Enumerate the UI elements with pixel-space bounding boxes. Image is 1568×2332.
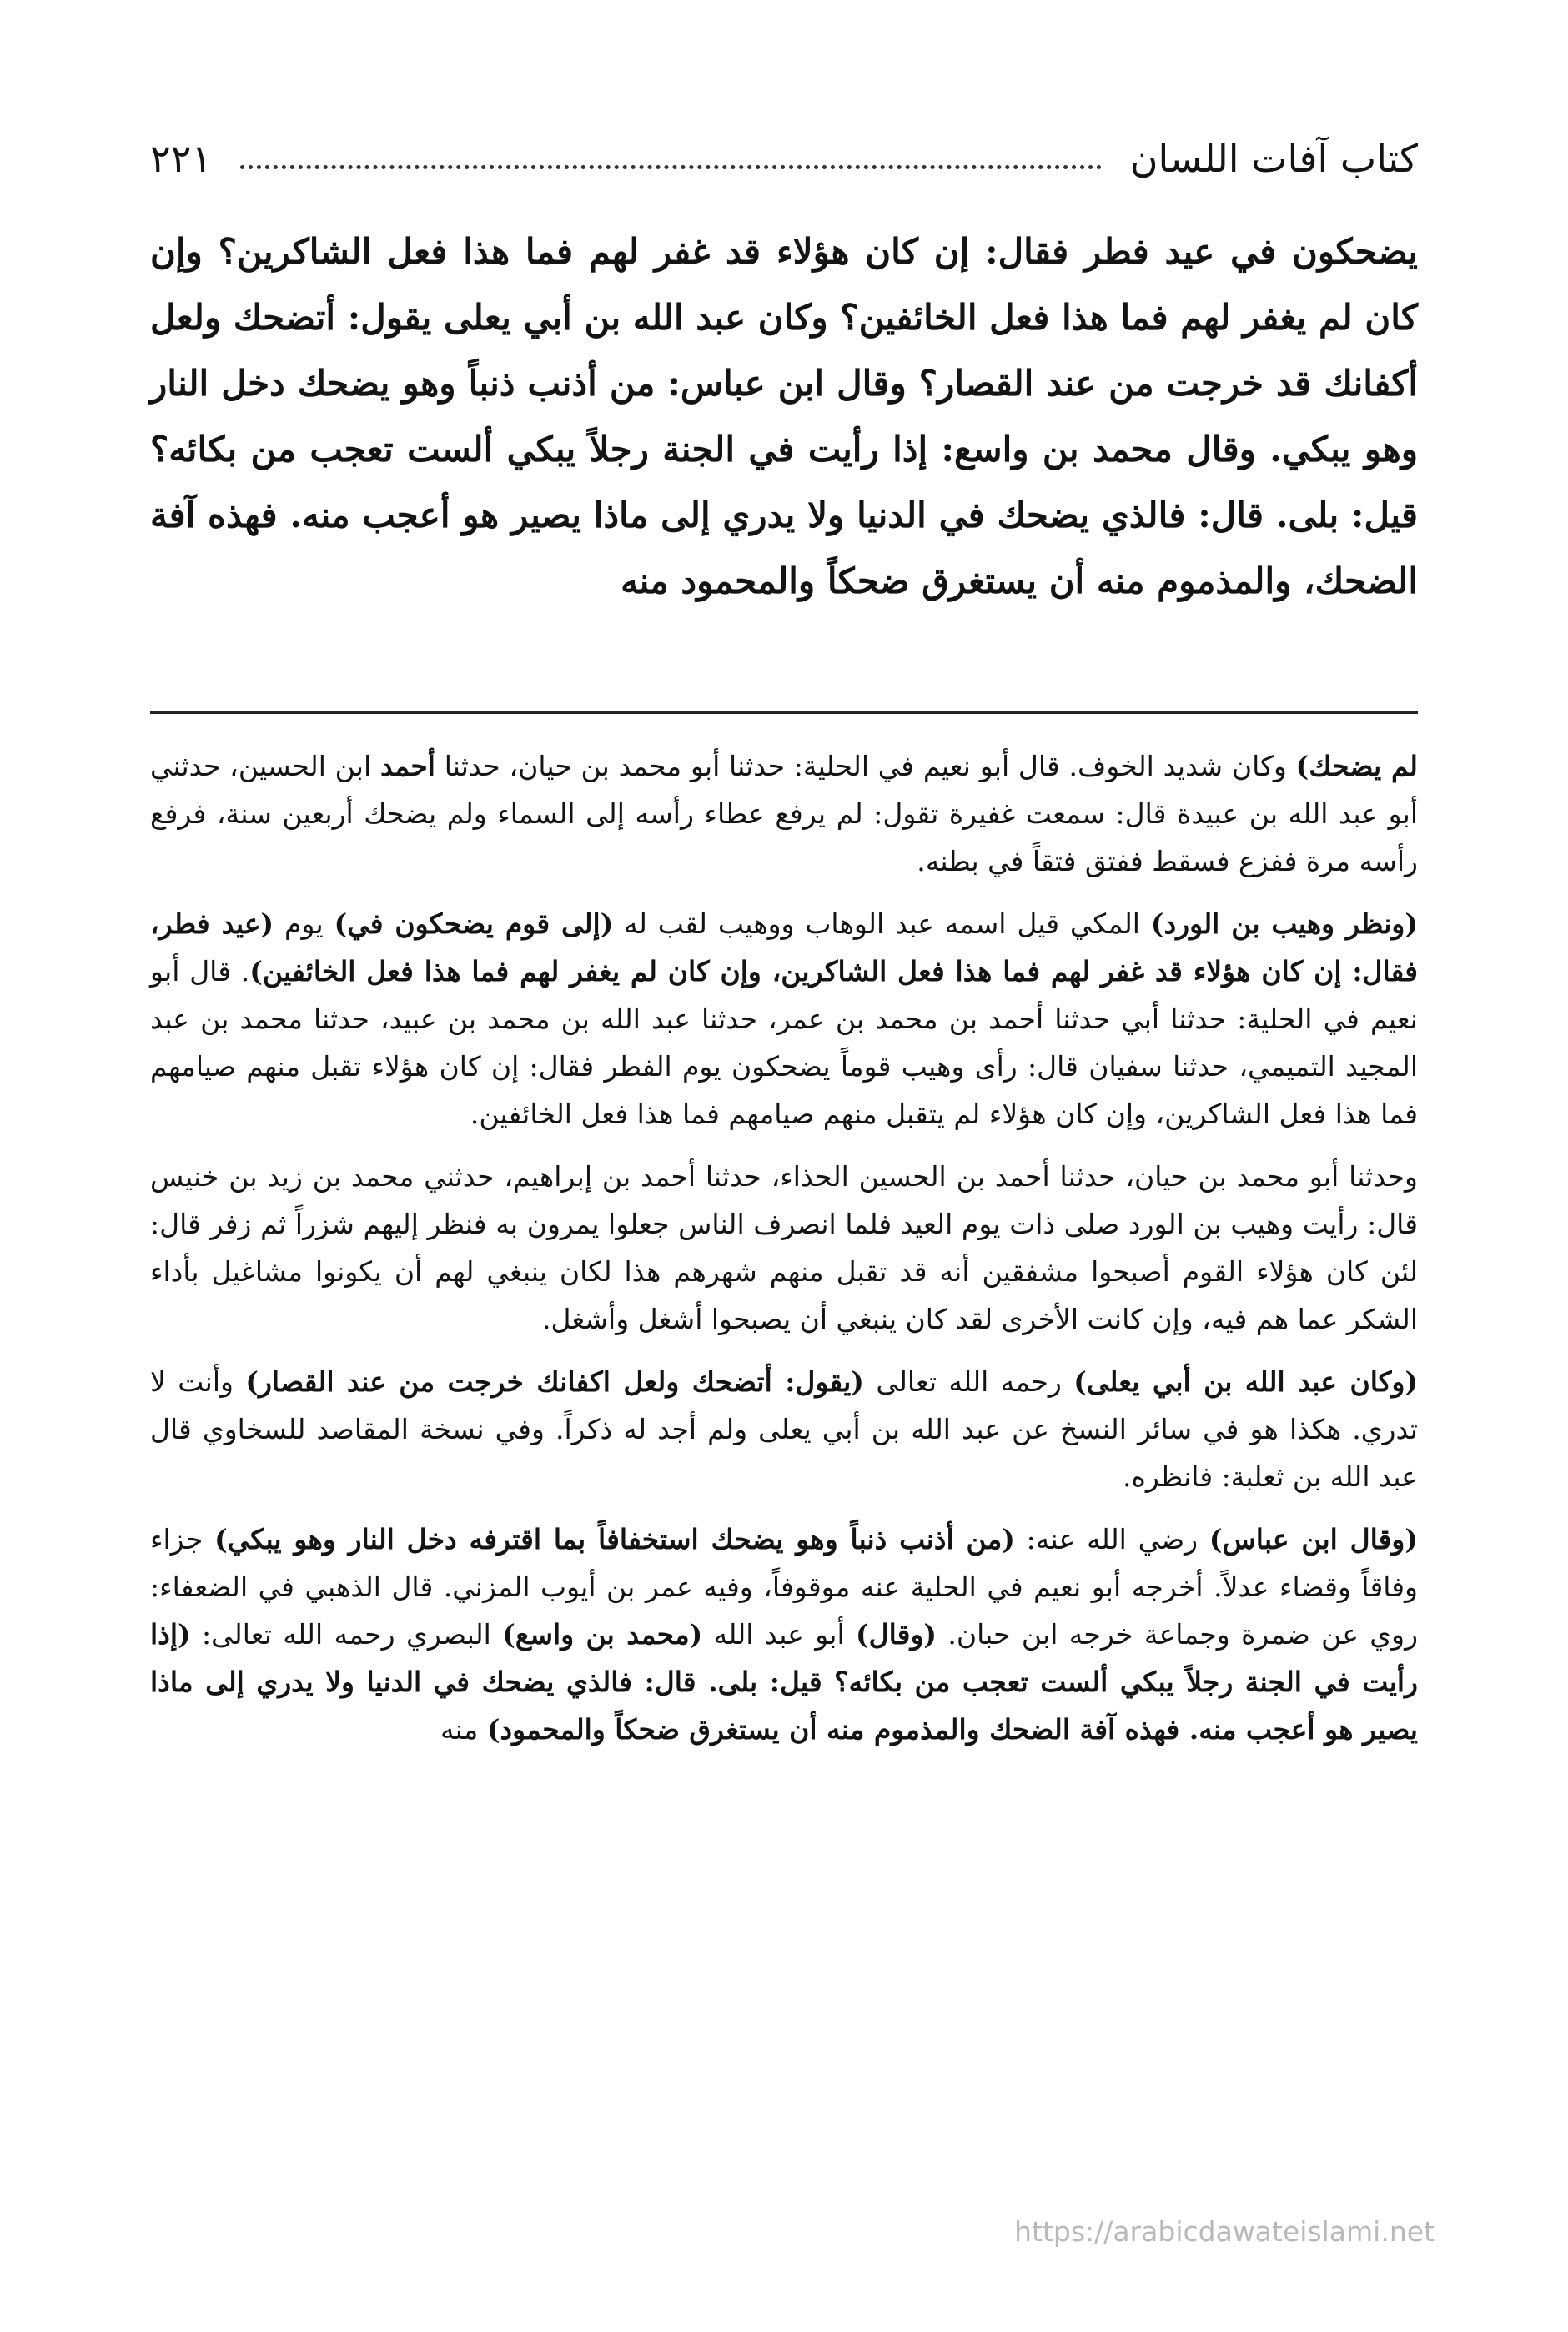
watermark: https://arabicdawateislami.net (1014, 2215, 1435, 2248)
commentary-text: يوم (274, 907, 334, 940)
commentary-paragraph (150, 1153, 1418, 1343)
commentary-quoted-text: (وقال ابن عباس) (1209, 1523, 1418, 1556)
commentary-paragraph (150, 742, 1418, 885)
commentary-quoted-text: (عيد فطر، فقال: إن كان هؤلاء قد غفر لهم فما هذا فعل الشاكرين، وإن كان لم يغفر لهم فما هذا فعل الخائفين) (150, 907, 1418, 988)
commentary-text: المكي قيل اسمه عبد الوهاب ووهيب لقب له (613, 907, 1151, 940)
footnote-separator (150, 711, 1418, 714)
commentary-quoted-text: أحمد (379, 750, 435, 782)
page-number: ٢٢١ (150, 136, 213, 181)
commentary-paragraph (150, 1358, 1418, 1500)
commentary-text: جزاء وفاقاً وقضاء عدلاً. أخرجه أبو نعيم في الحلية عنه موقوفاً، وفيه عمر بن أيوب المزني. قال الذهبي في الضعفاء: روي عن ضمرة وجماعة خرجه ابن حبان. (150, 1523, 1419, 1651)
commentary-text: أبو عبد الله (702, 1618, 857, 1651)
main-text (150, 219, 1418, 614)
commentary-quoted-text: (من أذنب ذنباً وهو يضحك استخفافاً بما اقترفه دخل النار وهو يبكي) (214, 1523, 1015, 1556)
commentary-text: ابن الحسين، حدثني أبو عبد الله بن عبيدة قال: سمعت غفيرة تقول: لم يرفع عطاء رأسه إلى السماء ولم يضحك أربعين سنة، فرفع رأسه مرة ففزع فسقط ففتق فتقاً في بطنه. (150, 750, 1418, 877)
commentary-quoted-text: (وقال) (856, 1618, 937, 1651)
commentary-quoted-text: (إذا رأيت في الجنة رجلاً يبكي ألست تعجب من بكائه؟ قيل: بلى. قال: فالذي يضحك في الدنيا ولا يدري إلى ماذا يصير هو أعجب منه. فهذه آفة الضحك والمذموم منه أن يستغرق ضحكاً والمحمود) (150, 1618, 1418, 1746)
commentary-quoted-text: (ونظر وهيب بن الورد) (1150, 907, 1418, 940)
commentary-text: وكان شديد الخوف. قال أبو نعيم في الحلية: حدثنا أبو محمد بن حيان، حدثنا (435, 750, 1296, 782)
commentary-quoted-text: (إلى قوم يضحكون في) (334, 907, 614, 940)
commentary-quoted-text: (وكان عبد الله بن أبي يعلى) (1073, 1365, 1419, 1398)
commentary-quoted-text: (يقول: أتضحك ولعل اكفانك خرجت من عند القصار) (245, 1365, 864, 1398)
commentary-text: . قال أبو نعيم في الحلية: حدثنا أبي حدثنا أحمد بن محمد بن عمر، حدثنا عبد الله بن محمد بن عبيد، حدثنا محمد بن عبد المجيد التميمي، حدثنا سفيان قال: رأى وهيب قوماً يضحكون يوم الفطر فقال: إن كان هؤلاء تقبل منهم صيامهم فما هذا فعل الشاكرين، وإن كان هؤلاء لم يتقبل منهم صيامهم فما هذا فعل الخائفين. (150, 955, 1418, 1130)
commentary-quoted-text: لم يضحك) (1295, 750, 1418, 782)
commentary-text: وحدثنا أبو محمد بن حيان، حدثنا أحمد بن الحسين الحذاء، حدثنا أحمد بن إبراهيم، حدثني محمد بن زيد بن خنيس قال: رأيت وهيب بن الورد صلى ذات يوم العيد فلما انصرف الناس جعلوا يمرون به فنظر إليهم شزراً ثم زفر قال: لئن كان هؤلاء القوم أصبحوا مشفقين أنه قد تقبل منهم شهرهم هذا لكان ينبغي لهم أن يكونوا مشاغيل بأداء الشكر عما هم فيه، وإن كانت الأخرى لقد كان ينبغي أن يصبحوا أشغل وأشغل. (150, 1160, 1418, 1335)
commentary-text: رحمه الله تعالى (863, 1365, 1074, 1398)
commentary-text: منه (440, 1713, 487, 1746)
commentary-text: وأنت لا تدري. هكذا هو في سائر النسخ عن عبد الله بن أبي يعلى ولم أجد له ذكراً. وفي نسخة المقاصد للسخاوي قال عبد الله بن ثعلبة: فانظره. (150, 1365, 1418, 1493)
commentary-text: البصري رحمه الله تعالى: (190, 1618, 503, 1651)
commentary-text: رضي الله عنه: (1014, 1523, 1209, 1556)
commentary-quoted-text: (محمد بن واسع) (502, 1618, 703, 1651)
header-dot-leader (240, 165, 1102, 169)
commentary (150, 742, 1418, 1768)
page-header (150, 125, 1418, 192)
commentary-paragraph (150, 1515, 1418, 1753)
main-paragraph: يضحكون في عيد فطر فقال: إن كان هؤلاء قد غفر لهم فما هذا فعل الشاكرين؟ وإن كان لم يغفر لهم فما هذا فعل الخائفين؟ وكان عبد الله بن أبي يعلى يقول: أتضحك ولعل أكفانك قد خرجت من عند القصار؟ وقال ابن عباس: من أذنب ذنباً وهو يضحك دخل النار وهو يبكي. وقال محمد بن واسع: إذا رأيت في الجنة رجلاً يبكي ألست تعجب من بكائه؟ قيل: بلى. قال: فالذي يضحك في الدنيا ولا يدري إلى ماذا يصير هو أعجب منه. فهذه آفة الضحك، والمذموم منه أن يستغرق ضحكاً والمحمود منه (150, 231, 1418, 601)
commentary-paragraph (150, 900, 1418, 1138)
book-title: كتاب آفات اللسان (1129, 136, 1418, 181)
